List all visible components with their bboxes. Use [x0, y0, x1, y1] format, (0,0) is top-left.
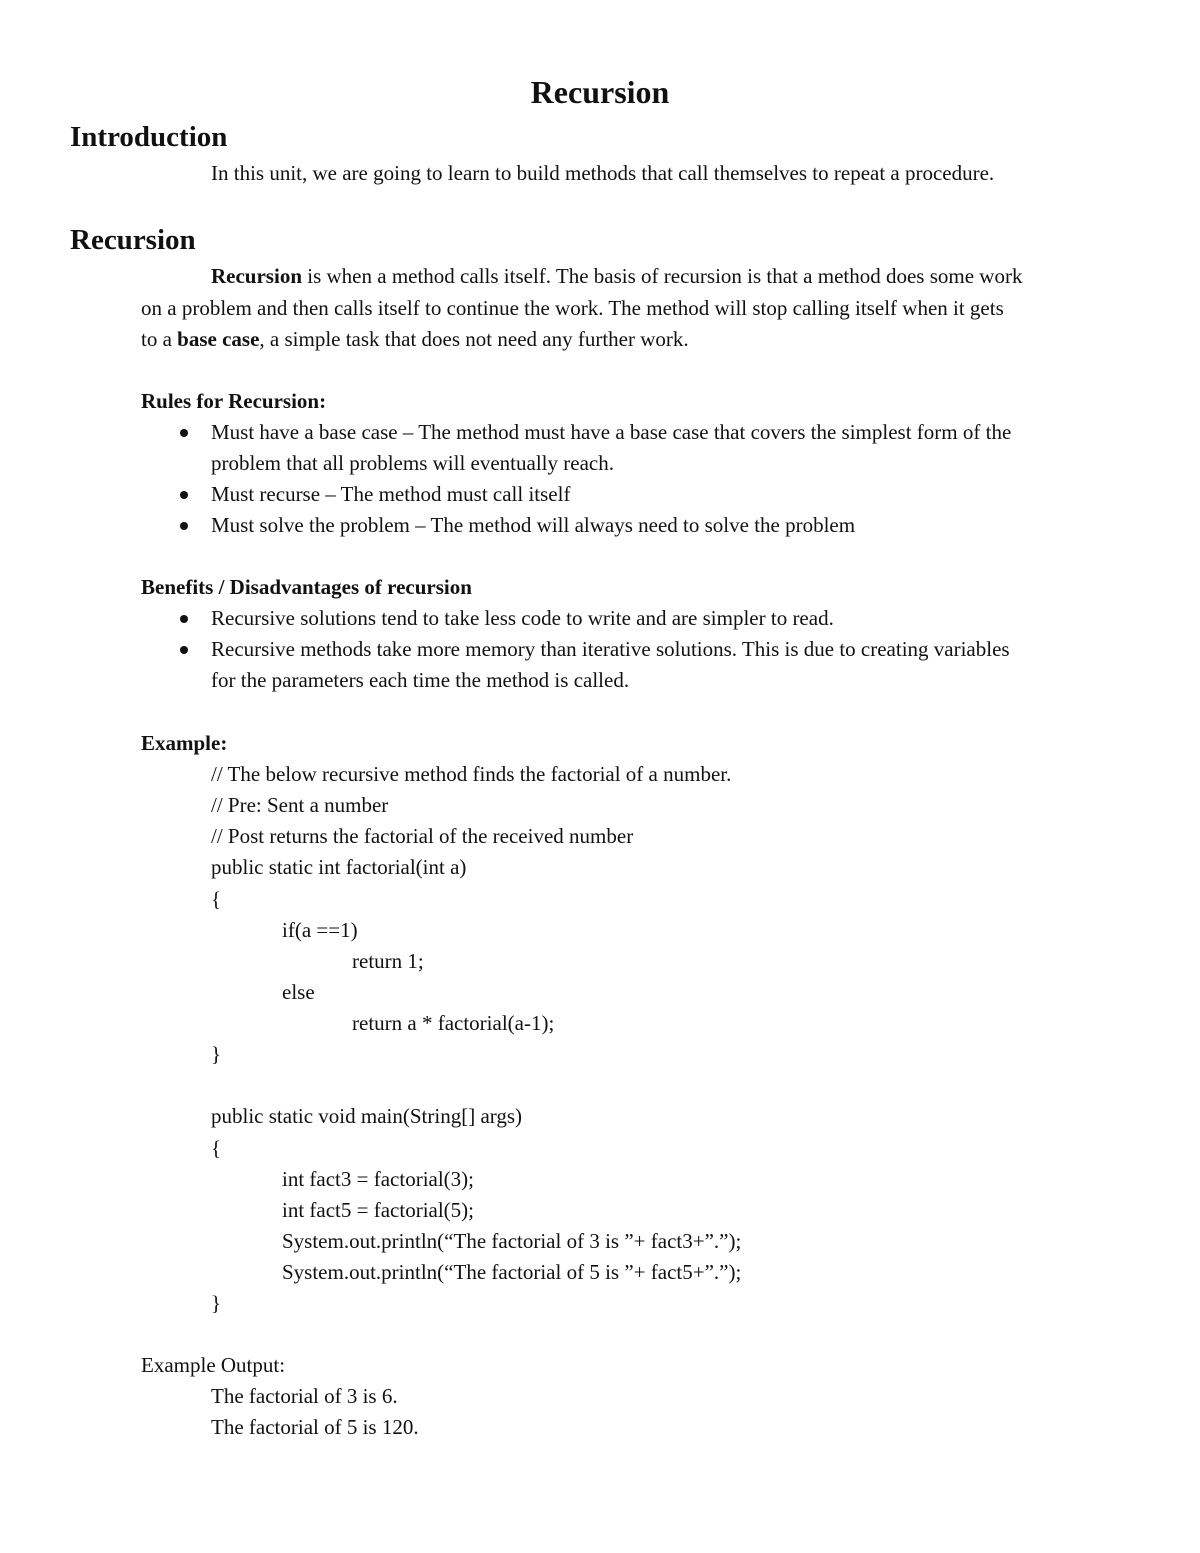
code-line: else — [282, 980, 315, 1004]
code-line: } — [211, 1291, 222, 1315]
recursion-def-line3-post: , a simple task that does not need any further work. — [259, 327, 689, 351]
code-line: { — [211, 1136, 222, 1160]
recursion-term: Recursion — [211, 264, 302, 288]
bullet-icon — [180, 491, 188, 499]
bullet-icon — [180, 429, 188, 437]
output-line: The factorial of 5 is 120. — [211, 1415, 419, 1439]
code-line: // Pre: Sent a number — [211, 793, 389, 817]
code-line: int fact5 = factorial(5); — [282, 1198, 475, 1222]
recursion-heading: Recursion — [70, 224, 196, 256]
example-heading: Example: — [141, 731, 228, 755]
rule-item-1-line2: problem that all problems will eventually reach. — [211, 451, 614, 475]
recursion-def-line1 — [211, 261, 1022, 292]
benefits-heading: Benefits / Disadvantages of recursion — [141, 575, 472, 599]
code-line: System.out.println(“The factorial of 3 is ”+ fact3+”.”); — [282, 1229, 742, 1253]
code-line: } — [211, 1042, 222, 1066]
rules-heading: Rules for Recursion: — [141, 389, 327, 413]
benefit-item-1: Recursive solutions tend to take less code to write and are simpler to read. — [211, 606, 834, 630]
bullet-icon — [180, 646, 188, 654]
base-case-term: base case — [177, 327, 260, 351]
code-line: // Post returns the factorial of the received number — [211, 824, 634, 848]
rule-item-3: Must solve the problem – The method will always need to solve the problem — [211, 513, 856, 537]
bullet-icon — [180, 615, 188, 623]
bullet-icon — [180, 522, 188, 530]
code-line: return a * factorial(a-1); — [352, 1011, 555, 1035]
intro-text: In this unit, we are going to learn to build methods that call themselves to repeat a procedure. — [211, 161, 995, 185]
benefit-item-2-line2: for the parameters each time the method is called. — [211, 668, 630, 692]
recursion-def-line3-pre: to a — [141, 327, 178, 351]
code-line: return 1; — [352, 949, 424, 973]
benefit-item-2-line1: Recursive methods take more memory than iterative solutions. This is due to creating variables — [211, 637, 1010, 661]
intro-heading: Introduction — [70, 121, 228, 153]
output-line: The factorial of 3 is 6. — [211, 1384, 398, 1408]
recursion-def-line2: on a problem and then calls itself to continue the work. The method will stop calling itself when it gets — [141, 296, 1004, 320]
code-line: int fact3 = factorial(3); — [282, 1167, 475, 1191]
code-line: // The below recursive method finds the factorial of a number. — [211, 762, 732, 786]
code-line: System.out.println(“The factorial of 5 is ”+ fact5+”.”); — [282, 1260, 742, 1284]
recursion-def-line3 — [141, 324, 689, 355]
page-title: Recursion — [530, 74, 670, 110]
rule-item-1-line1: Must have a base case – The method must have a base case that covers the simplest form of the — [211, 420, 1012, 444]
output-heading: Example Output: — [141, 1353, 286, 1377]
code-line: if(a ==1) — [282, 918, 358, 942]
rule-item-2: Must recurse – The method must call itself — [211, 482, 571, 506]
code-line: public static void main(String[] args) — [211, 1104, 523, 1128]
code-line: public static int factorial(int a) — [211, 855, 467, 879]
recursion-def-line1-text: is when a method calls itself. The basis of recursion is that a method does some work — [302, 264, 1023, 288]
code-line: { — [211, 887, 222, 911]
